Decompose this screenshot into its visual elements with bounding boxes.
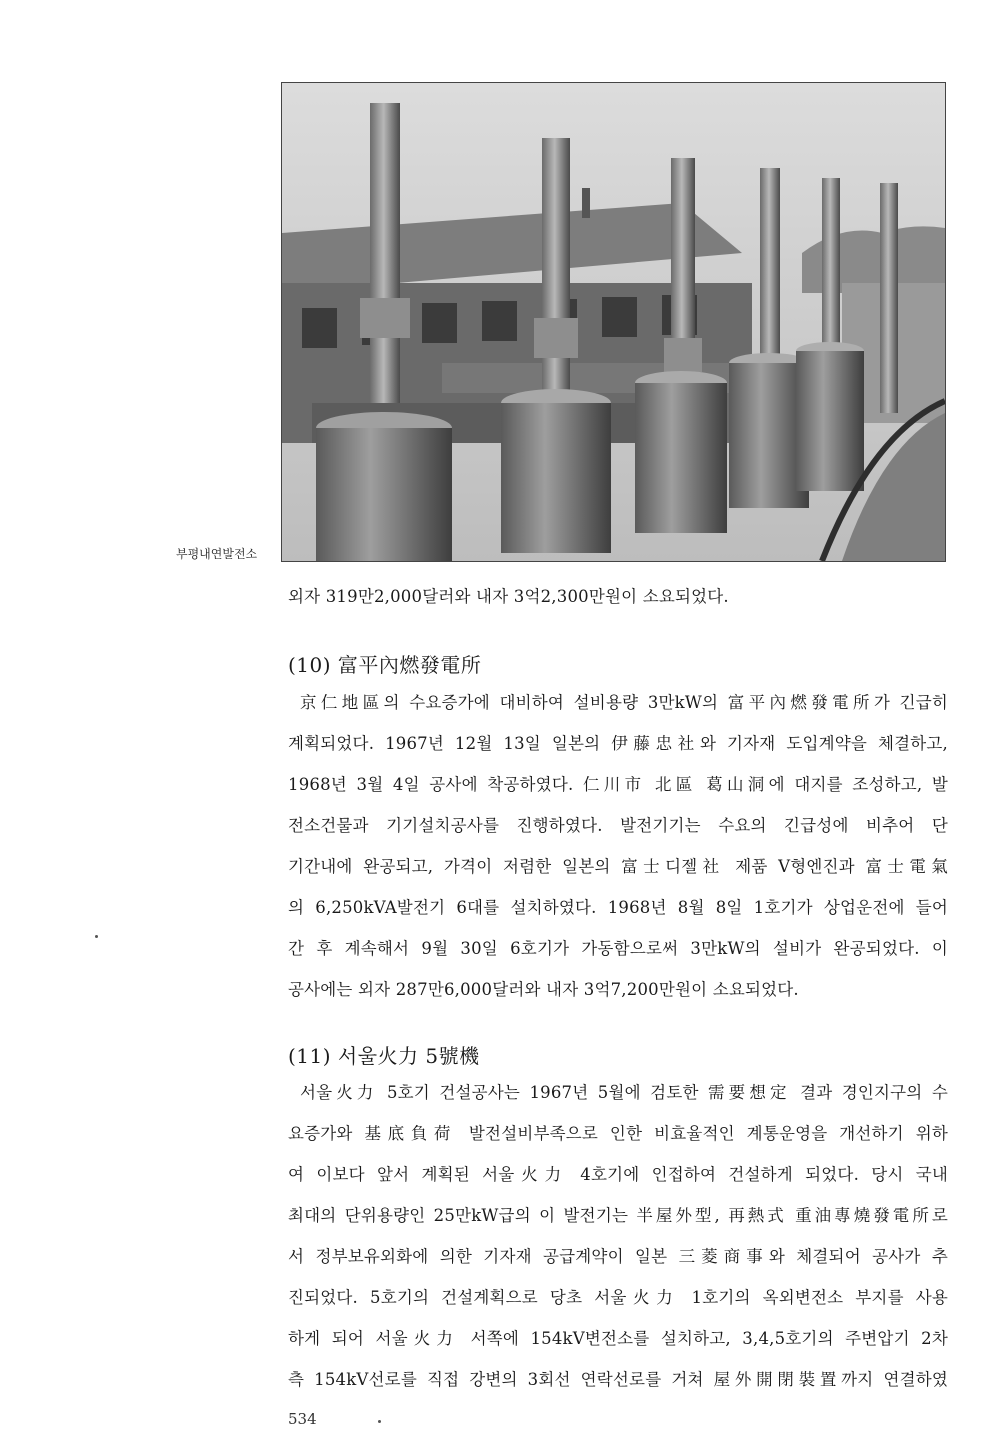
section-10-line: 계획되었다. 1967년 12월 13일 일본의 伊藤忠社와 기자재 도입계약을 체결하고, [288,734,948,753]
page-number: 534 [288,1410,317,1428]
photo-illustration [282,83,945,561]
section-10-heading: (10) 富平內燃發電所 [288,653,482,677]
section-10-line: 간 후 계속해서 9월 30일 6호기가 가동함으로써 3만kW의 설비가 완공되었다. 이 [288,939,948,958]
scan-speck [95,935,98,938]
section-10-line: 기간내에 완공되고, 가격이 저렴한 일본의 富士디젤社 제품 V형엔진과 富士電氣 [288,857,948,876]
section-10-line: 전소건물과 기기설치공사를 진행하였다. 발전기기는 수요의 긴급성에 비추어 단 [288,816,948,835]
section-11-heading: (11) 서울火力 5號機 [288,1044,480,1068]
section-10-line: 의 6,250kVA발전기 6대를 설치하였다. 1968년 8월 8일 1호기가 상업운전에 들어 [288,898,948,917]
intro-paragraph: 외자 319만2,000달러와 내자 3억2,300만원이 소요되었다. [288,587,729,606]
photo-caption: 부평내연발전소 [176,547,258,561]
section-10-line: 京仁地區의 수요증가에 대비하여 설비용량 3만kW의 富平內燃發電所가 긴급히 [300,693,948,712]
section-11-line: 하게 되어 서울火力 서쪽에 154kV변전소를 설치하고, 3,4,5호기의 주변압기 2차 [288,1329,948,1348]
section-11-line: 서 정부보유외화에 의한 기자재 공급계약이 일본 三菱商事와 체결되어 공사가 추 [288,1247,948,1266]
scan-speck [378,1420,381,1423]
section-11-line: 측 154kV선로를 직접 강변의 3회선 연락선로를 거쳐 屋外開閉裝置까지 연결하였 [288,1370,948,1389]
section-10-line: 1968년 3월 4일 공사에 착공하였다. 仁川市 北區 葛山洞에 대지를 조성하고, 발 [288,775,948,794]
section-11-line: 요증가와 基底負荷 발전설비부족으로 인한 비효율적인 계통운영을 개선하기 위하 [288,1124,948,1143]
section-11-line: 서울火力 5호기 건설공사는 1967년 5월에 검토한 需要想定 결과 경인지구의 수 [300,1083,948,1102]
section-11-line: 진되었다. 5호기의 건설계획으로 당초 서울火力 1호기의 옥외변전소 부지를 사용 [288,1288,948,1307]
section-11-line: 최대의 단위용량인 25만kW급의 이 발전기는 半屋外型, 再熱式 重油專燒發電所로 [288,1206,948,1225]
power-plant-photo [281,82,946,562]
section-11-line: 여 이보다 앞서 계획된 서울火力 4호기에 인접하여 건설하게 되었다. 당시 국내 [288,1165,948,1184]
section-10-line: 공사에는 외자 287만6,000달러와 내자 3억7,200만원이 소요되었다. [288,980,799,999]
